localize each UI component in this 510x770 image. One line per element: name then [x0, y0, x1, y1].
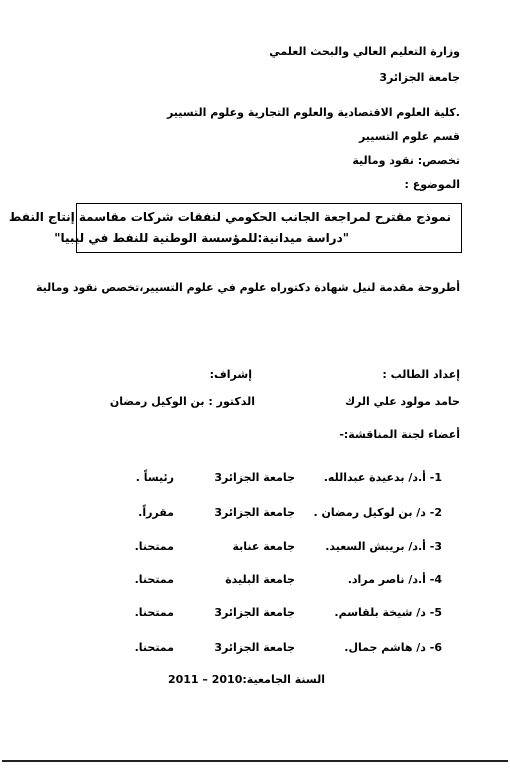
member-name: 1- أ.د/ بدعيدة عبدالله. — [323, 471, 442, 484]
specialty-name: تخصص: نقود ومالية — [352, 154, 460, 167]
member-role: ممتحنا. — [134, 540, 174, 553]
member-name: 2- د/ بن لوكيل رمضان . — [313, 506, 442, 519]
committee-label: أعضاء لجنة المناقشة:- — [339, 428, 460, 441]
thesis-title-line-1: نموذج مقترح لمراجعة الجانب الحكومي لنفقات شركات مقاسمة إنتاج النفط — [8, 210, 451, 224]
member-role: ممتحنا. — [134, 573, 174, 586]
thesis-title-line-2: "دراسة ميدانية:للمؤسسة الوطنية للنفط في ليبيا" — [54, 231, 349, 245]
member-university: جامعة عنابة — [232, 540, 295, 553]
member-role: ممتحنا. — [134, 606, 174, 619]
member-university: جامعة الجزائر3 — [214, 641, 295, 654]
member-name: 3- أ.د/ بريبش السعيد. — [325, 540, 442, 553]
thesis-note: أطروحة مقدمة لنيل شهادة دكتوراه علوم في علوم التسيير،تخصص نقود ومالية — [36, 281, 460, 294]
faculty-name: .كلية العلوم الاقتصادية والعلوم التجارية وعلوم التسيير — [166, 106, 460, 119]
member-university: جامعة الجزائر3 — [214, 606, 295, 619]
subject-label: الموضوع : — [404, 178, 460, 191]
member-name: 4- أ.د/ ناصر مراد. — [347, 573, 442, 586]
page-bottom-border — [2, 760, 508, 762]
member-name: 5- د/ شيخة بلقاسم. — [334, 606, 442, 619]
member-university: جامعة البليدة — [225, 573, 295, 586]
member-name: 6- د/ هاشم جمال. — [344, 641, 442, 654]
supervision-label: إشراف: — [209, 368, 252, 381]
department-name: قسم علوم التسيير — [358, 130, 460, 143]
ministry-name: وزارة التعليم العالي والبحث العلمي — [269, 45, 460, 58]
member-role: مقرراً. — [138, 506, 174, 519]
student-name: حامد مولود علي الرك — [344, 395, 460, 408]
supervisor-name: الدكتور : بن الوكيل رمضان — [109, 395, 255, 408]
university-name: جامعة الجزائر3 — [379, 71, 460, 84]
member-university: جامعة الجزائر3 — [214, 506, 295, 519]
prepared-by-label: إعداد الطالب : — [382, 368, 460, 381]
member-role: ممتحنا. — [134, 641, 174, 654]
thesis-title-box — [8, 203, 462, 253]
member-university: جامعة الجزائر3 — [214, 471, 295, 484]
member-role: رئيساً . — [135, 471, 174, 484]
academic-year: السنة الجامعية:2010 – 2011 — [167, 673, 325, 686]
